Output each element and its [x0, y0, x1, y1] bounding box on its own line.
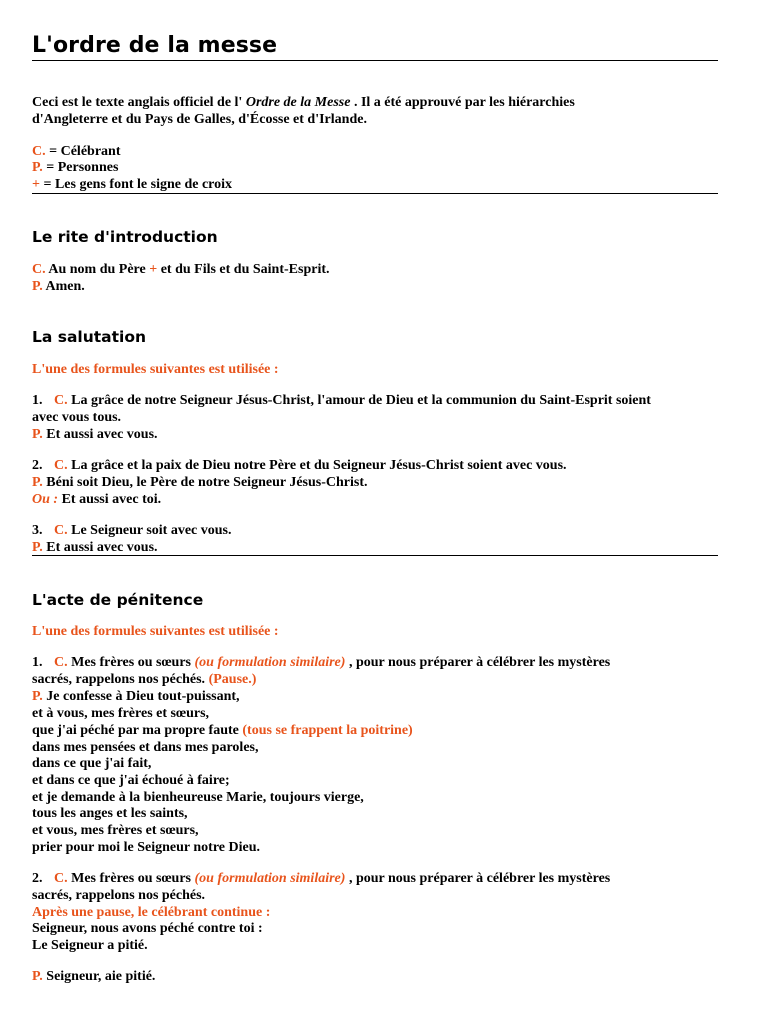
confiteor-line: dans mes pensées et dans mes paroles,	[32, 740, 259, 755]
line-text: , pour nous préparer à célébrer les mystères	[345, 655, 611, 670]
rubric-inline: (Pause.)	[208, 672, 257, 687]
line-text: sacrés, rappelons nos péchés.	[32, 672, 209, 687]
legend-people	[32, 159, 118, 176]
people-line	[32, 474, 367, 491]
line-text: Et aussi avec vous.	[42, 540, 158, 555]
page-title: L'ordre de la messe	[32, 33, 278, 58]
line-text: Et aussi avec vous.	[42, 427, 158, 442]
people-marker: P.	[32, 969, 43, 984]
intro-line-1	[32, 94, 575, 111]
legend-text: = Célébrant	[45, 144, 121, 159]
penitential-formula-1-cont	[32, 671, 256, 688]
rubric-inline: (ou formulation similaire)	[194, 655, 346, 670]
celebrant-marker: C.	[54, 458, 68, 473]
section-rule	[32, 555, 718, 556]
line-text: Le Seigneur soit avec vous.	[67, 523, 232, 538]
confiteor-line: et dans ce que j'ai échoué à faire;	[32, 773, 230, 788]
line-text: que j'ai péché par ma propre faute	[32, 723, 243, 738]
section-heading-introductory-rite: Le rite d'introduction	[32, 228, 218, 246]
confiteor-line: et à vous, mes frères et sœurs,	[32, 706, 210, 721]
line-text: Mes frères ou sœurs	[67, 655, 195, 670]
title-rule	[32, 60, 718, 61]
line-text: Je confesse à Dieu tout-puissant,	[42, 689, 240, 704]
celebrant-marker: C.	[54, 523, 68, 538]
celebrant-text: Seigneur, nous avons péché contre toi :	[32, 921, 263, 936]
rubric-inline: (tous se frappent la poitrine)	[242, 723, 413, 738]
line-text: La grâce de notre Seigneur Jésus-Christ, l'amour de Dieu et la communion du Saint-Esprit soient	[67, 393, 651, 408]
alternative-marker: Ou :	[32, 492, 59, 507]
rubric-note: L'une des formules suivantes est utilisée :	[32, 362, 279, 377]
people-marker: P.	[32, 475, 43, 490]
confiteor-line	[32, 688, 240, 705]
celebrant-text: Le Seigneur a pitié.	[32, 938, 148, 953]
greeting-formula-3	[32, 522, 231, 539]
legend-symbol: C.	[32, 144, 46, 159]
rubric-inline: (ou formulation similaire)	[194, 871, 346, 886]
line-text: Seigneur, aie pitié.	[42, 969, 156, 984]
rubric-note: Après une pause, le célébrant continue :	[32, 905, 271, 920]
people-marker: P.	[32, 279, 43, 294]
penitential-formula-2	[32, 870, 610, 887]
line-text: Mes frères ou sœurs	[67, 871, 195, 886]
legend-cross	[32, 176, 232, 193]
line-text: Béni soit Dieu, le Père de notre Seigneur Jésus-Christ.	[42, 475, 368, 490]
penitential-formula-1	[32, 654, 610, 671]
formula-number: 1.	[32, 393, 43, 408]
confiteor-line: et je demande à la bienheureuse Marie, toujours vierge,	[32, 790, 364, 805]
confiteor-line: tous les anges et les saints,	[32, 806, 188, 821]
intro-text: Ceci est le texte anglais officiel de l'	[32, 95, 243, 110]
formula-number: 3.	[32, 523, 43, 538]
legend-text: = Les gens font le signe de croix	[39, 177, 233, 192]
formula-number: 2.	[32, 458, 43, 473]
line-text: Au nom du Père	[45, 262, 150, 277]
confiteor-line	[32, 722, 413, 739]
people-line	[32, 278, 85, 295]
confiteor-line: et vous, mes frères et sœurs,	[32, 823, 199, 838]
penitential-formula-2-cont: sacrés, rappelons nos péchés.	[32, 888, 206, 903]
section-heading-penitential-act: L'acte de pénitence	[32, 591, 204, 609]
cross-marker: +	[149, 262, 158, 277]
celebrant-line	[32, 261, 330, 278]
people-line	[32, 426, 158, 443]
people-marker: P.	[32, 540, 43, 555]
line-text: Amen.	[42, 279, 85, 294]
rubric-note: L'une des formules suivantes est utilisée :	[32, 624, 279, 639]
greeting-formula-1-cont: avec vous tous.	[32, 410, 122, 425]
legend-symbol: P.	[32, 160, 43, 175]
line-text: , pour nous préparer à célébrer les mystères	[345, 871, 611, 886]
people-marker: P.	[32, 689, 43, 704]
celebrant-marker: C.	[54, 393, 68, 408]
people-line	[32, 968, 155, 985]
celebrant-marker: C.	[54, 871, 68, 886]
intro-title-ref: Ordre de la Messe	[245, 95, 351, 110]
section-heading-greeting: La salutation	[32, 328, 147, 346]
greeting-formula-1	[32, 392, 651, 409]
legend-symbol: +	[32, 177, 40, 192]
section-rule	[32, 193, 718, 194]
celebrant-marker: C.	[32, 262, 46, 277]
line-text: La grâce et la paix de Dieu notre Père et du Seigneur Jésus-Christ soient avec vous.	[67, 458, 567, 473]
intro-line-2: d'Angleterre et du Pays de Galles, d'Écosse et d'Irlande.	[32, 112, 367, 127]
confiteor-line: dans ce que j'ai fait,	[32, 756, 152, 771]
formula-number: 1.	[32, 655, 43, 670]
intro-text-end: . Il a été approuvé par les hiérarchies	[353, 95, 575, 110]
people-marker: P.	[32, 427, 43, 442]
formula-number: 2.	[32, 871, 43, 886]
line-text: Et aussi avec toi.	[58, 492, 162, 507]
alternative-line	[32, 491, 161, 508]
people-line	[32, 539, 158, 556]
confiteor-line: prier pour moi le Seigneur notre Dieu.	[32, 840, 261, 855]
line-text: et du Fils et du Saint-Esprit.	[157, 262, 330, 277]
legend-celebrant	[32, 143, 120, 160]
celebrant-marker: C.	[54, 655, 68, 670]
legend-text: = Personnes	[42, 160, 119, 175]
greeting-formula-2	[32, 457, 567, 474]
